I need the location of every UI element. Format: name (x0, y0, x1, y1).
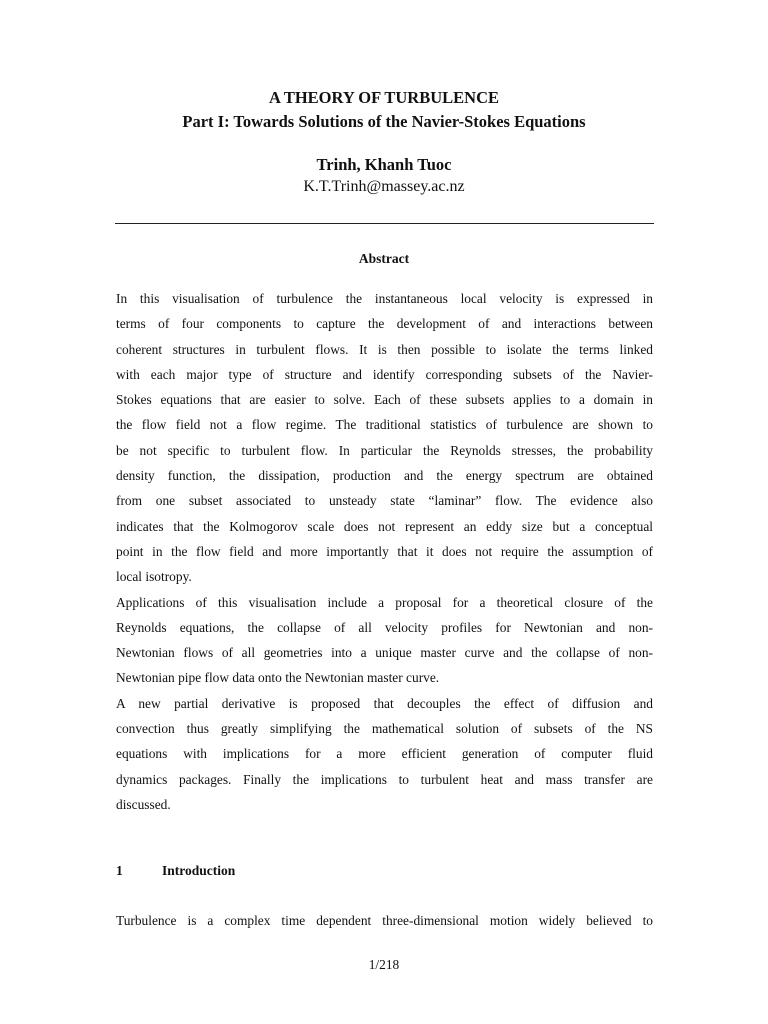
abstract-line: local isotropy. (116, 569, 192, 585)
horizontal-divider (115, 223, 654, 224)
abstract-line: Reynolds equations, the collapse of all velocity profiles for Newtonian and non- (116, 619, 653, 635)
body-paragraph: Turbulence is a complex time dependent three-dimensional motion widely believed to (116, 913, 653, 928)
abstract-line: with each major type of structure and identify corresponding subsets of the Navier- (116, 366, 653, 382)
section-number: 1 (116, 863, 123, 878)
abstract-line: dynamics packages. Finally the implications to turbulent heat and mass transfer are (116, 771, 653, 787)
abstract-heading: Abstract (358, 251, 410, 266)
abstract-line: terms of four components to capture the development of and interactions between (116, 316, 653, 332)
abstract-line: density function, the dissipation, production and the energy spectrum are obtained (116, 468, 653, 484)
abstract-line: point in the flow field and more importantly that it does not require the assumption of (116, 543, 653, 559)
abstract-line: convection thus greatly simplifying the mathematical solution of subsets of the NS (116, 721, 653, 737)
section-heading (116, 861, 235, 881)
abstract-line: discussed. (116, 796, 171, 812)
section-title: Introduction (162, 863, 236, 878)
paper-title: A THEORY OF TURBULENCE (268, 88, 499, 107)
abstract-line: Newtonian pipe flow data onto the Newtonian master curve. (116, 670, 440, 686)
author-email: K.T.Trinh@massey.ac.nz (303, 178, 465, 195)
abstract-line: Newtonian flows of all geometries into a unique master curve and the collapse of non- (116, 645, 653, 661)
abstract-line: be not specific to turbulent flow. In particular the Reynolds stresses, the probability (116, 442, 653, 458)
abstract-body (116, 286, 653, 817)
abstract-line: indicates that the Kolmogorov scale does not represent an eddy size but a conceptual (116, 518, 653, 534)
title-block (0, 86, 768, 198)
paper-subtitle: Part I: Towards Solutions of the Navier-Stokes Equations (182, 112, 586, 131)
abstract-line: Applications of this visualisation include a proposal for a theoretical closure of the (116, 594, 653, 610)
page-number: 1/218 (368, 957, 400, 972)
abstract-line: Stokes equations that are easier to solve. Each of these subsets applies to a domain in (116, 392, 653, 408)
abstract-line: from one subset associated to unsteady state “laminar” flow. The evidence also (116, 493, 653, 509)
abstract-line: In this visualisation of turbulence the instantaneous local velocity is expressed in (116, 291, 653, 306)
abstract-line: the flow field not a flow regime. The traditional statistics of turbulence are shown to (116, 417, 653, 433)
abstract-line: equations with implications for a more efficient generation of computer fluid (116, 746, 653, 762)
abstract-line: coherent structures in turbulent flows. It is then possible to isolate the terms linked (116, 341, 653, 357)
author-name: Trinh, Khanh Tuoc (316, 155, 452, 174)
abstract-line: A new partial derivative is proposed that decouples the effect of diffusion and (116, 695, 653, 711)
